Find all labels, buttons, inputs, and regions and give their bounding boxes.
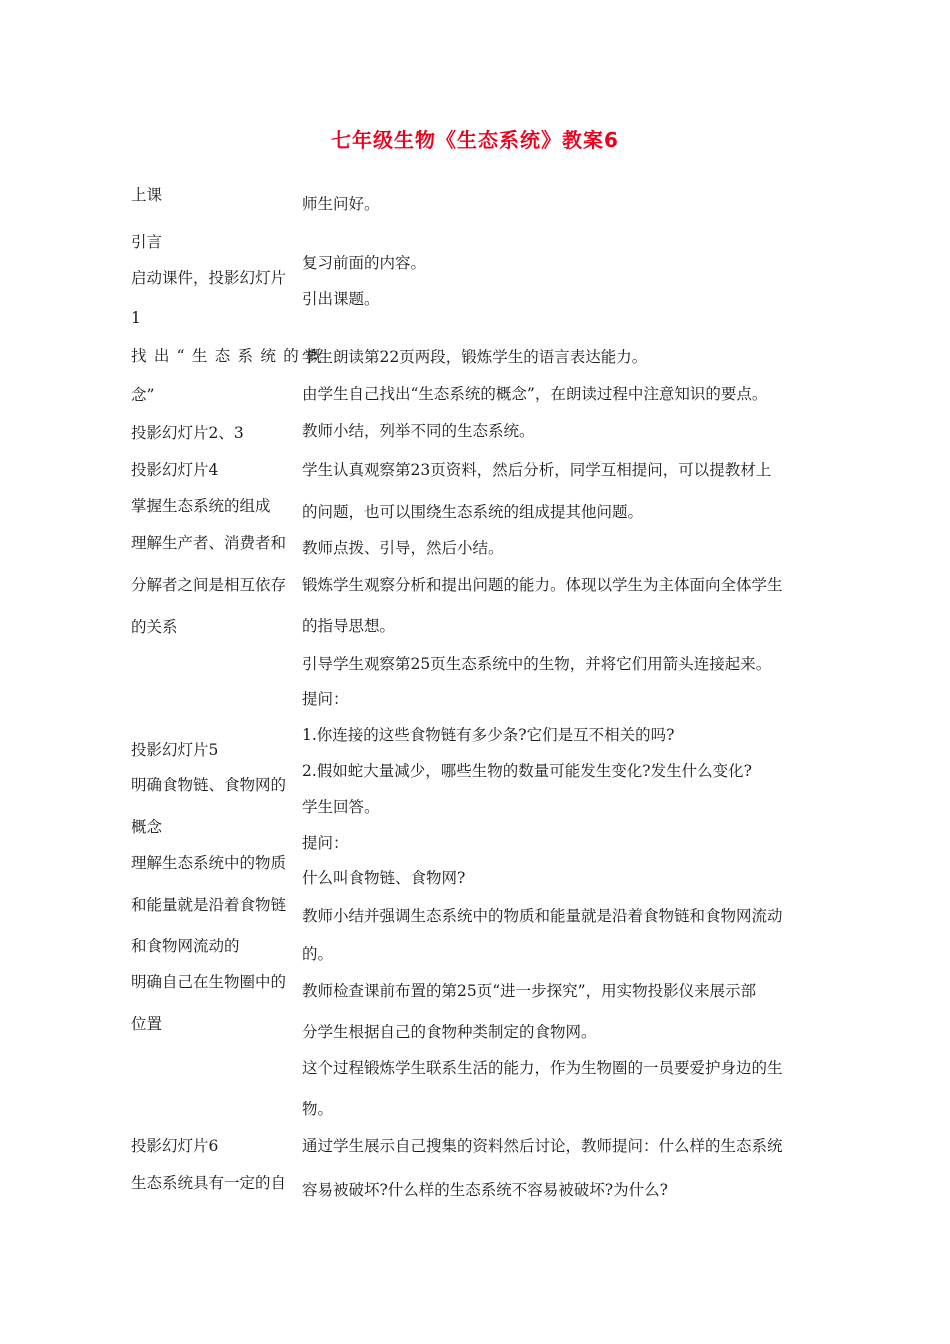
right-line: 学生回答。: [302, 798, 380, 816]
right-line: 的指导思想。: [302, 617, 396, 635]
left-line: 明确食物链、食物网的: [131, 776, 287, 794]
left-line: 掌握生态系统的组成: [131, 497, 271, 515]
right-line: 1.你连接的这些食物链有多少条?它们是互不相关的吗?: [302, 726, 675, 744]
right-line: 教师点拨、引导，然后小结。: [302, 539, 504, 557]
right-line: 什么叫食物链、食物网?: [302, 869, 466, 887]
right-line: 师生问好。: [302, 195, 380, 213]
left-line: 的关系: [131, 618, 178, 636]
right-line: 提问：: [302, 690, 349, 708]
right-line: 教师小结，列举不同的生态系统。: [302, 422, 535, 440]
left-line: 和食物网流动的: [131, 937, 240, 955]
right-line: 这个过程锻炼学生联系生活的能力，作为生物圈的一员要爱护身边的生: [302, 1059, 783, 1077]
right-line: 教师小结并强调生态系统中的物质和能量就是沿着食物链和食物网流动: [302, 907, 783, 925]
right-line: 的问题，也可以围绕生态系统的组成提其他问题。: [302, 503, 644, 521]
left-line: 引言: [131, 233, 163, 251]
right-line: 2.假如蛇大量减少，哪些生物的数量可能发生变化?发生什么变化?: [302, 762, 752, 780]
right-line: 的。: [302, 945, 334, 963]
right-line: 引出课题。: [302, 290, 380, 308]
right-line: 由学生自己找出“生态系统的概念”，在朗读过程中注意知识的要点。: [302, 385, 768, 403]
right-line: 通过学生展示自己搜集的资料然后讨论，教师提问：什么样的生态系统: [302, 1137, 783, 1155]
left-line: 投影幻灯片5: [131, 741, 219, 759]
right-line: 复习前面的内容。: [302, 254, 427, 272]
left-line: 1: [131, 309, 141, 327]
right-line: 提问：: [302, 834, 349, 852]
left-line: 理解生态系统中的物质: [131, 854, 287, 872]
left-line: 分解者之间是相互依存: [131, 576, 287, 594]
left-line: 和能量就是沿着食物链: [131, 896, 287, 914]
left-line: 投影幻灯片2、3: [131, 424, 244, 442]
left-line: 生态系统具有一定的自: [131, 1174, 287, 1192]
right-line: 引导学生观察第25页生态系统中的生物，并将它们用箭头连接起来。: [302, 655, 772, 673]
right-line: 学生朗读第22页两段，锻炼学生的语言表达能力。: [302, 348, 648, 366]
left-line: 启动课件，投影幻灯片: [131, 269, 287, 287]
right-line: 锻炼学生观察分析和提出问题的能力。体现以学生为主体面向全体学生: [302, 576, 783, 594]
right-line: 学生认真观察第23页资料，然后分析，同学互相提问，可以提教材上: [302, 461, 772, 479]
right-line: 分学生根据自己的食物种类制定的食物网。: [302, 1023, 597, 1041]
left-line: 明确自己在生物圈中的: [131, 973, 287, 991]
right-line: 教师检查课前布置的第25页“进一步探究”，用实物投影仪来展示部: [302, 982, 757, 1000]
left-line: 投影幻灯片6: [131, 1137, 219, 1155]
left-line: 念”: [131, 386, 155, 404]
left-line: 上课: [131, 186, 163, 204]
left-line: 理解生产者、消费者和: [131, 534, 287, 552]
left-line: 投影幻灯片4: [131, 461, 219, 479]
left-line: 位置: [131, 1015, 163, 1033]
left-line: 概念: [131, 818, 163, 836]
right-line: 容易被破坏?什么样的生态系统不容易被破坏?为什么?: [302, 1181, 668, 1199]
left-line: 找 出 “ 生 态 系 统 的 概: [131, 347, 323, 365]
document-title: 七年级生物《生态系统》教案6: [331, 128, 619, 152]
right-line: 物。: [302, 1100, 334, 1118]
